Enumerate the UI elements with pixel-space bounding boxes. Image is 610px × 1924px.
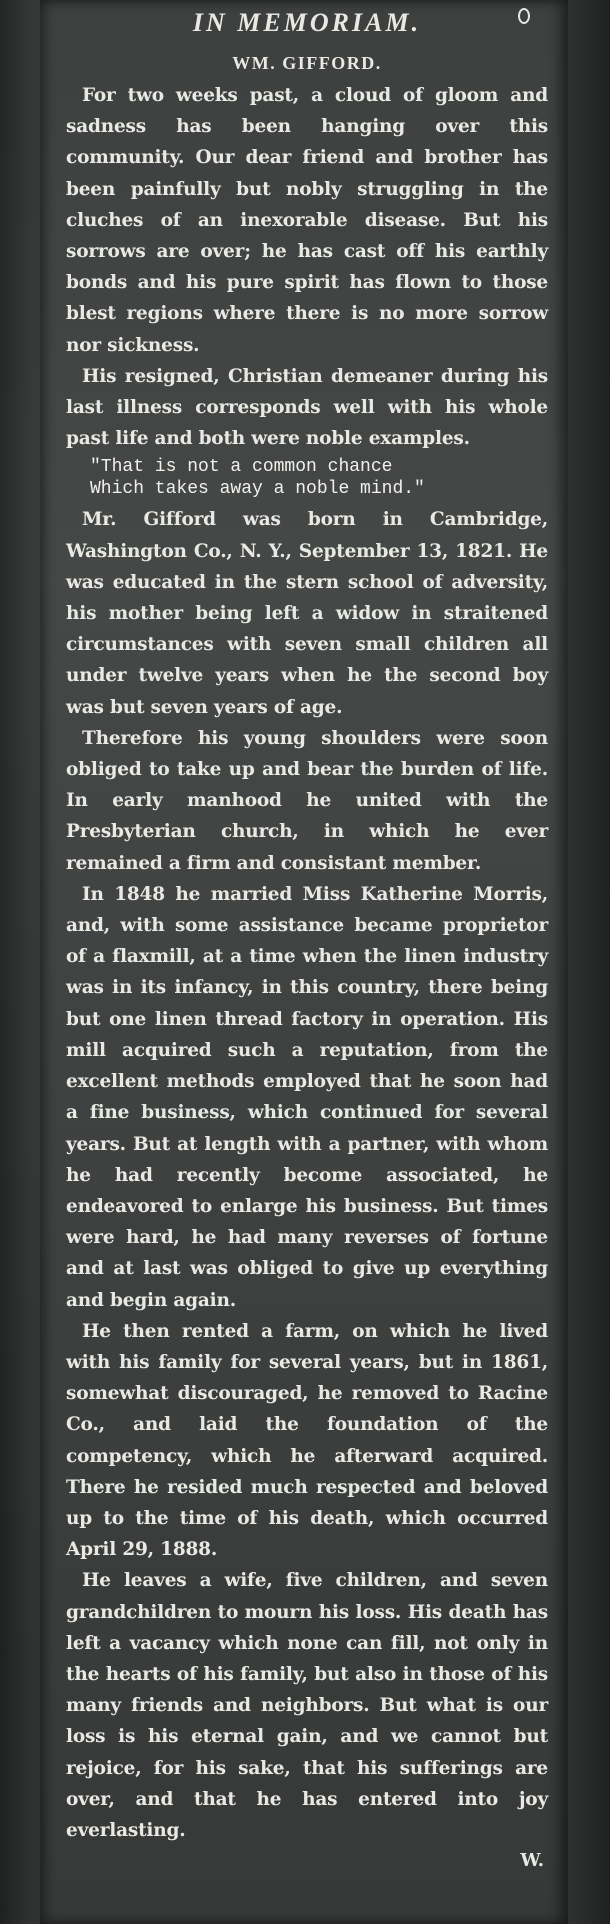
- paragraph-5: In 1848 he married Miss Katherine Morris, and, with some assistance became proprietor of a flaxmill, at a time when the linen industry was in its infancy, in this country, there being but one linen thread factory in operation. His mill acquired such a reputation, from the excellent methods employed that he soon had a fine business, which continued for several years. But at length with a partner, with whom he had recently become associated, he endeavored to enlarge his business. But times were hard, he had many reverses of fortune and at last was obliged to give up everything and begin again.: [66, 883, 548, 1311]
- quotation-line-1: "That is not a common chance: [90, 457, 393, 478]
- paragraph-3: Mr. Gifford was born in Cambridge, Washington Co., N. Y., September 13, 1821. He was educated in the stern school of adversity, his mother being left a widow in straitened circumstances with seven small children all under twelve years when he the second boy was but seven years of age.: [66, 509, 548, 718]
- memorial-subject-name: WM. GIFFORD.: [232, 53, 382, 73]
- quotation-line-2: Which takes away a noble mind.": [90, 479, 425, 500]
- author-signature: W.: [520, 1850, 544, 1872]
- pin-icon: [518, 8, 530, 24]
- paragraph-1: For two weeks past, a cloud of gloom and sadness has been hanging over this community. Our dear friend and brother has been painfully but nobly struggling in the cluches of an inexorable disease. But his sorrows are over; he has cast off his earthly bonds and his pure spirit has flown to those blest regions where there is no more sorrow nor sickness.: [66, 85, 548, 356]
- paragraph-6: He then rented a farm, on which he lived with his family for several years, but in 1861, somewhat discouraged, he removed to Racine Co., and laid the foundation of the competency, which he afterward acquired. There he resided much respected and beloved up to the time of his death, which occurred April 29, 1888.: [66, 1320, 548, 1561]
- paragraph-4: Therefore his young shoulders were soon obliged to take up and bear the burden of life. In early manhood he united with the Presbyterian church, in which he ever remained a firm and consistant member.: [66, 727, 548, 874]
- paragraph-7: He leaves a wife, five children, and seven grandchildren to mourn his loss. His death has left a vacancy which none can fill, not only in the hearts of his family, but also in those of his many friends and neighbors. But what is our loss is his eternal gain, and we cannot but rejoice, for his sake, that his sufferings are over, and that he has entered into joy everlasting.: [66, 1570, 548, 1841]
- quotation: [90, 456, 548, 500]
- newspaper-clipping: [40, 0, 568, 1924]
- memorial-heading: IN MEMORIAM.: [192, 8, 422, 37]
- paragraph-2: His resigned, Christian demeaner during his last illness corresponds well with his whole past life and both were noble examples.: [66, 365, 548, 450]
